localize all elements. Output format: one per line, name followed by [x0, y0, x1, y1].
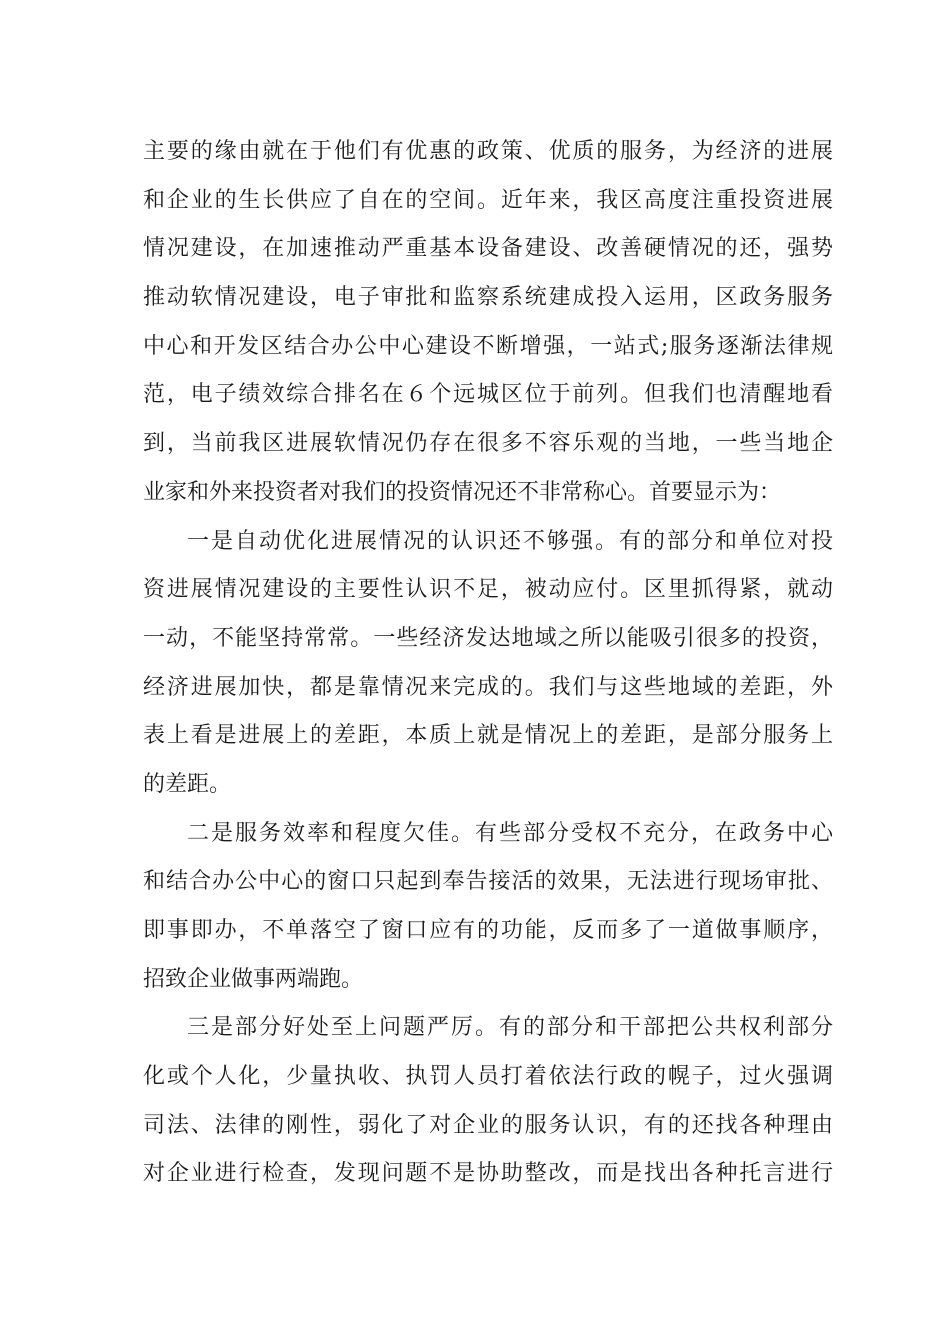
- text-line: 的差距。: [143, 771, 232, 797]
- text-line: 一是自动优化进展情况的认识还不够强。有的部分和单位对投: [187, 528, 833, 554]
- text-line: 主要的缘由就在于他们有优惠的政策、优质的服务，为经济的进展: [143, 139, 833, 164]
- text-line: 到，当前我区进展软情况仍存在很多不容乐观的当地，一些当地企: [143, 431, 833, 457]
- text-line: 表上看是进展上的差距，本质上就是情况上的差距，是部分服务上: [143, 723, 833, 749]
- text-line: 推动软情况建设，电子审批和监察系统建成投入运用，区政务服务: [143, 285, 833, 311]
- text-line: 情况建设，在加速推动严重基本设备建设、改善硬情况的还，强势: [143, 236, 833, 262]
- paragraph-1: [143, 128, 833, 518]
- text-line: 和企业的生长供应了自在的空间。近年来，我区高度注重投资进展: [143, 187, 833, 213]
- text-line: 二是服务效率和程度欠佳。有些部分受权不充分，在政务中心: [187, 820, 833, 846]
- text-line: 中心和开发区结合办公中心建设不断增强，一站式;服务逐渐法律规: [143, 333, 833, 359]
- paragraph-3: [143, 810, 833, 1005]
- text-line: 资进展情况建设的主要性认识不足，被动应付。区里抓得紧，就动: [143, 577, 833, 603]
- text-line: 司法、法律的刚性，弱化了对企业的服务认识，有的还找各种理由: [143, 1112, 833, 1138]
- paragraph-2: [143, 518, 833, 810]
- text-line: 三是部分好处至上问题严厉。有的部分和干部把公共权利部分: [187, 1015, 833, 1041]
- text-line: 范，电子绩效综合排名在６个远城区位于前列。但我们也清醒地看: [143, 382, 833, 408]
- text-line: 业家和外来投资者对我们的投资情况还不非常称心。首要显示为：: [143, 479, 782, 505]
- text-line: 化或个人化，少量执收、执罚人员打着依法行政的幌子，过火强调: [143, 1064, 833, 1090]
- text-line: 和结合办公中心的窗口只起到奉告接活的效果，无法进行现场审批、: [143, 869, 833, 895]
- text-line: 经济进展加快，都是靠情况来完成的。我们与这些地域的差距，外: [143, 674, 833, 700]
- text-line: 对企业进行检查，发现问题不是协助整改，而是找出各种托言进行: [143, 1161, 833, 1187]
- text-line: 招致企业做事两端跑。: [143, 966, 364, 992]
- text-line: 一动，不能坚持常常。一些经济发达地域之所以能吸引很多的投资，: [143, 625, 833, 651]
- paragraph-4: [143, 1004, 833, 1199]
- text-line: 即事即办，不单落空了窗口应有的功能，反而多了一道做事顺序，: [143, 918, 833, 943]
- document-body: [143, 128, 833, 1199]
